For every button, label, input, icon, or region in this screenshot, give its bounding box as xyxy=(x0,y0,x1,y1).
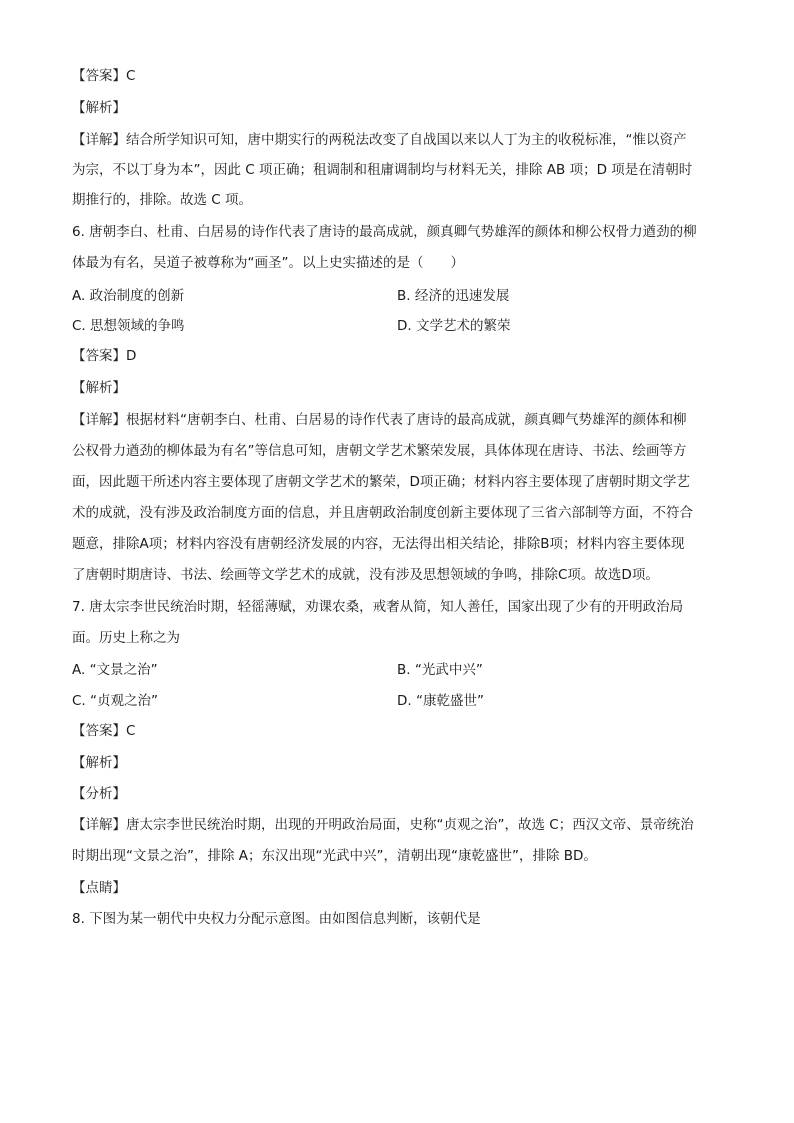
question-6-option-a: A. 政治制度的创新 xyxy=(72,288,185,304)
analysis-label-q7: 【解析】 xyxy=(72,755,126,771)
explanation-q6-line-6: 了唐朝时期唐诗、书法、绘画等文学艺术的成就，没有涉及思想领域的争鸣，排除C项。故选D项。 xyxy=(72,567,659,583)
breakdown-label-q7: 【分析】 xyxy=(72,786,126,802)
question-6-options-row-1 xyxy=(72,286,722,306)
analysis-label-q6: 【解析】 xyxy=(72,380,126,396)
question-6-option-d: D. 文学艺术的繁荣 xyxy=(397,318,511,334)
answer-label-q6: 【答案】D xyxy=(72,348,137,364)
explanation-q7-line-2: 时期出现“文景之治”，排除 A；东汉出现“光武中兴”，清朝出现“康乾盛世”，排除 BD。 xyxy=(72,848,597,864)
explanation-q5-line-2: 为宗，不以丁身为本”，因此 C 项正确；租调制和租庸调制均与材料无关，排除 AB 项；D 项是在清朝时 xyxy=(72,162,693,178)
question-7-option-a: A. “文景之治” xyxy=(72,662,158,678)
explanation-q6-line-1: 【详解】根据材料“唐朝李白、杜甫、白居易的诗作代表了唐诗的最高成就，颜真卿气势雄浑的颜体和柳 xyxy=(72,412,687,428)
question-6-stem-line-2: 体最为有名，吴道子被尊称为“画圣”。以上史实描述的是（ ） xyxy=(72,255,464,271)
explanation-q6-line-5: 题意，排除A项；材料内容没有唐朝经济发展的内容，无法得出相关结论，排除B项；材料内容主要体现 xyxy=(72,536,685,552)
question-7-option-c: C. “贞观之治” xyxy=(72,693,158,709)
question-8-stem: 8. 下图为某一朝代中央权力分配示意图。由如图信息判断，该朝代是 xyxy=(72,911,481,927)
analysis-label-q5: 【解析】 xyxy=(72,100,126,116)
question-6-option-c: C. 思想领域的争鸣 xyxy=(72,318,185,334)
question-6-options-row-2 xyxy=(72,316,722,336)
question-7-stem-line-2: 面。历史上称之为 xyxy=(72,630,180,646)
question-6-option-b: B. 经济的迅速发展 xyxy=(397,288,510,304)
question-7-options-row-1 xyxy=(72,660,722,680)
explanation-q5-line-1: 【详解】结合所学知识可知，唐中期实行的两税法改变了自战国以来以人丁为主的收税标准，“惟以资产 xyxy=(72,132,687,148)
question-7-stem-line-1: 7. 唐太宗李世民统治时期，轻徭薄赋，劝课农桑，戒奢从简，知人善任，国家出现了少有的开明政治局 xyxy=(72,599,684,615)
answer-label-q5: 【答案】C xyxy=(72,68,136,84)
answer-label-q7: 【答案】C xyxy=(72,723,136,739)
question-7-options-row-2 xyxy=(72,691,722,711)
explanation-q6-line-2: 公权骨力遒劲的柳体最为有名”等信息可知，唐朝文学艺术繁荣发展，具体体现在唐诗、书法、绘画等方 xyxy=(72,443,687,459)
question-7-option-b: B. “光武中兴” xyxy=(397,662,483,678)
explanation-q5-line-3: 期推行的，排除。故选 C 项。 xyxy=(72,192,253,208)
explanation-q7-line-1: 【详解】唐太宗李世民统治时期，出现的开明政治局面，史称“贞观之治”，故选 C；西汉文帝、景帝统治 xyxy=(72,817,694,833)
question-6-stem-line-1: 6. 唐朝李白、杜甫、白居易的诗作代表了唐诗的最高成就，颜真卿气势雄浑的颜体和柳公权骨力遒劲的柳 xyxy=(72,224,697,240)
question-7-option-d: D. “康乾盛世” xyxy=(397,693,484,709)
explanation-q6-line-3: 面，因此题干所述内容主要体现了唐朝文学艺术的繁荣，D项正确；材料内容主要体现了唐朝时期文学艺 xyxy=(72,474,690,490)
key-point-label-q7: 【点睛】 xyxy=(72,880,126,896)
explanation-q6-line-4: 术的成就，没有涉及政治制度方面的信息，并且唐朝政治制度创新主要体现了三省六部制等方面，不符合 xyxy=(72,505,693,521)
